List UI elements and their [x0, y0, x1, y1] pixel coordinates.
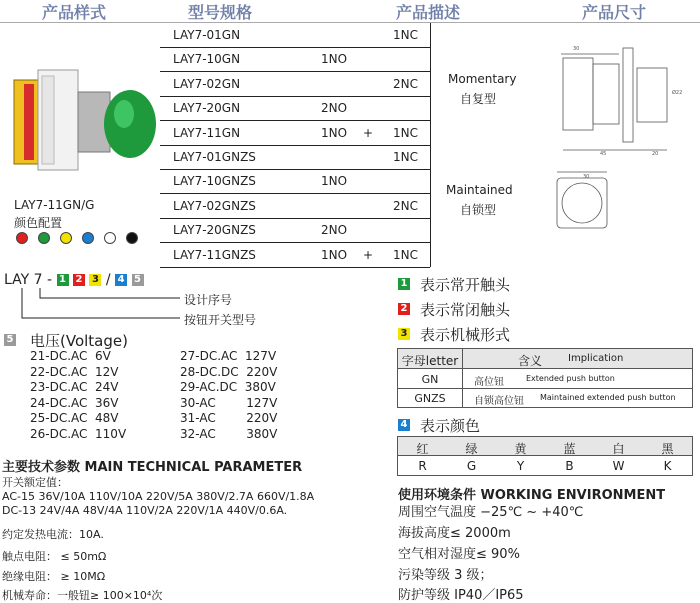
model-plus: + — [363, 125, 374, 140]
model-name: LAY7-20GN — [173, 101, 241, 116]
color-cell-cn: 绿 — [465, 442, 478, 456]
code-box-5: 5 — [132, 274, 144, 286]
model-no: 1NO — [321, 174, 348, 189]
voltage-title: 电压(Voltage) — [30, 332, 128, 350]
code-box-2: 2 — [73, 274, 85, 286]
dimension-drawing — [545, 38, 695, 238]
color-cell-en: K — [663, 459, 672, 473]
code-slash: / — [105, 272, 111, 288]
color-dot — [16, 232, 28, 244]
voltage-item: 29-AC.DC 380V — [180, 380, 276, 394]
model-name: LAY7-02GN — [173, 76, 241, 91]
voltage-item: 24-DC.AC 36V — [30, 395, 119, 410]
model-row — [171, 218, 431, 242]
model-row — [171, 243, 431, 267]
letter-row-gnzs-cn: 自锁高位钮 — [474, 396, 524, 407]
tech-title: 主要技术参数 MAIN TECHNICAL PARAMETER — [2, 460, 303, 475]
desc-maintained-cn: 自锁型 — [460, 203, 497, 217]
color-dot — [60, 232, 72, 244]
voltage-item: 32-AC 380V — [180, 426, 278, 441]
model-name: LAY7-11GNZS — [173, 247, 256, 262]
model-row — [171, 23, 431, 47]
voltage-item: 27-DC.AC 127V — [180, 349, 277, 363]
voltage-item: 28-DC.DC 220V — [180, 364, 278, 379]
model-no: 2NO — [321, 101, 348, 116]
color-cell-en: Y — [516, 459, 525, 473]
model-name: LAY7-01GNZS — [173, 150, 256, 164]
voltage-item: 30-AC 127V — [180, 395, 278, 410]
model-plus: + — [363, 247, 374, 262]
model-nc: 1NC — [393, 125, 418, 140]
model-nc: 1NC — [393, 150, 418, 164]
letter-row-gn-en: Extended push button — [526, 374, 615, 383]
voltage-item: 23-DC.AC 24V — [30, 380, 119, 394]
color-cell-cn: 黄 — [514, 442, 527, 456]
letter-row-gnzs-key: GNZS — [414, 392, 446, 405]
desc-momentary-en: Momentary — [448, 72, 517, 86]
model-no: 1NO — [321, 247, 348, 262]
tech-rating: 开关额定值： — [2, 476, 68, 489]
model-name: LAY7-10GNZS — [173, 174, 256, 189]
model-no: 2NO — [321, 223, 348, 238]
letter-row-gn-cn: 高位钮 — [474, 377, 504, 388]
letter-header: 字母letter — [401, 354, 459, 368]
model-name: LAY7-10GN — [173, 52, 241, 67]
model-name: LAY7-01GN — [173, 28, 241, 42]
model-nc: 2NC — [393, 198, 418, 213]
model-row — [171, 169, 431, 193]
legend-box-3: 3 — [398, 328, 410, 340]
model-row — [171, 47, 431, 71]
implication-header: Implication — [568, 353, 624, 364]
meaning-header: 含义 — [518, 354, 543, 368]
color-cell-cn: 黑 — [661, 442, 674, 456]
header-desc: 产品描述 — [396, 3, 461, 22]
legend-box-2: 2 — [398, 303, 410, 315]
product-photo — [8, 64, 158, 194]
dim-diameter: Ø22 — [672, 90, 683, 96]
legend-4: 表示颜色 — [420, 417, 481, 435]
model-name: LAY7-02GNZS — [173, 198, 256, 213]
letter-row-gnzs-en: Maintained extended push button — [540, 393, 676, 402]
color-cell-cn: 白 — [612, 442, 625, 456]
model-row — [171, 194, 431, 218]
color-dot — [104, 232, 116, 244]
color-dot — [126, 232, 138, 244]
code-leader-lines — [0, 286, 190, 326]
header-model: 型号规格 — [188, 3, 253, 22]
code-box-4: 4 — [115, 274, 127, 286]
voltage-box: 5 — [4, 334, 16, 346]
code-dash: - — [47, 272, 53, 288]
voltage-item: 31-AC 220V — [180, 411, 278, 425]
code-prefix: LAY — [4, 272, 30, 288]
legend-3: 表示机械形式 — [420, 326, 511, 344]
model-row — [171, 145, 431, 169]
code-switch-label: 按钮开关型号 — [184, 313, 257, 327]
voltage-item: 21-DC.AC 6V — [30, 349, 111, 363]
code-box-1: 1 — [57, 274, 69, 286]
color-cell-cn: 蓝 — [563, 442, 576, 456]
model-row — [171, 72, 431, 96]
color-cell-en: R — [418, 459, 427, 473]
color-cell-en: W — [612, 459, 625, 473]
model-name: LAY7-20GNZS — [173, 223, 256, 238]
tech-dc: DC-13 24V/4A 48V/4A 110V/2A 220V/1A 440V/0.6A. — [2, 504, 288, 517]
model-nc: 1NC — [393, 28, 418, 42]
env-altitude: 海拔高度≤ 2000m — [398, 526, 511, 541]
model-no: 1NO — [321, 52, 348, 67]
model-nc: 1NC — [393, 247, 418, 262]
legend-2: 表示常闭触头 — [420, 301, 511, 319]
env-temp: 周围空气温度 −25℃ ~ +40℃ — [398, 505, 584, 520]
product-label: LAY7-11GN/G — [14, 198, 95, 212]
voltage-item: 26-DC.AC 110V — [30, 426, 127, 441]
color-config-title: 颜色配置 — [14, 216, 63, 230]
model-table-right-border — [430, 23, 431, 267]
code-7: 7 — [33, 272, 43, 288]
dim-45: 45 — [600, 151, 607, 157]
letter-table — [397, 348, 693, 408]
desc-momentary-cn: 自复型 — [460, 92, 497, 106]
env-pollution: 污染等级 3 级； — [398, 568, 493, 583]
legend-box-4: 4 — [398, 419, 410, 431]
tech-insulation: 绝缘电阻： ≥ 10MΩ — [2, 570, 106, 583]
tech-heat: 约定发热电流：10A. — [2, 528, 104, 541]
model-name: LAY7-11GN — [173, 125, 241, 140]
model-row-divider — [160, 267, 430, 268]
dim-top: 30 — [573, 46, 580, 52]
header-size: 产品尺寸 — [582, 3, 647, 22]
dim-20: 20 — [652, 151, 659, 157]
model-no: 1NO — [321, 125, 348, 140]
letter-table-row-divider — [398, 388, 692, 389]
letter-table-col-divider — [462, 349, 463, 407]
dim-bottom: 30 — [583, 174, 590, 180]
env-title: 使用环境条件 WORKING ENVIRONMENT — [398, 488, 666, 503]
legend-1: 表示常开触头 — [420, 276, 511, 294]
color-cell-en: G — [466, 459, 477, 473]
tech-contact: 触点电阻： ≤ 50mΩ — [2, 550, 107, 563]
model-row — [171, 121, 431, 145]
letter-row-gn-key: GN — [421, 373, 439, 386]
color-dot — [82, 232, 94, 244]
header-style: 产品样式 — [42, 3, 107, 22]
env-humidity: 空气相对湿度≤ 90% — [398, 547, 520, 562]
color-table — [397, 436, 693, 476]
env-protection: 防护等级 IP40／IP65 — [398, 588, 524, 603]
color-dot — [38, 232, 50, 244]
tech-life: 机械寿命：一般钮≥ 100×10⁴次 — [2, 589, 163, 602]
color-cell-cn: 红 — [416, 442, 429, 456]
desc-maintained-en: Maintained — [446, 183, 513, 197]
voltage-item: 22-DC.AC 12V — [30, 364, 119, 379]
tech-ac: AC-15 36V/10A 110V/10A 220V/5A 380V/2.7A 660V/1.8A — [2, 490, 315, 503]
legend-box-1: 1 — [398, 278, 410, 290]
color-cell-en: B — [565, 459, 574, 473]
voltage-item: 25-DC.AC 48V — [30, 411, 119, 425]
model-nc: 2NC — [393, 76, 418, 91]
model-row — [171, 96, 431, 120]
code-box-3: 3 — [89, 274, 101, 286]
code-design-label: 设计序号 — [184, 293, 233, 307]
